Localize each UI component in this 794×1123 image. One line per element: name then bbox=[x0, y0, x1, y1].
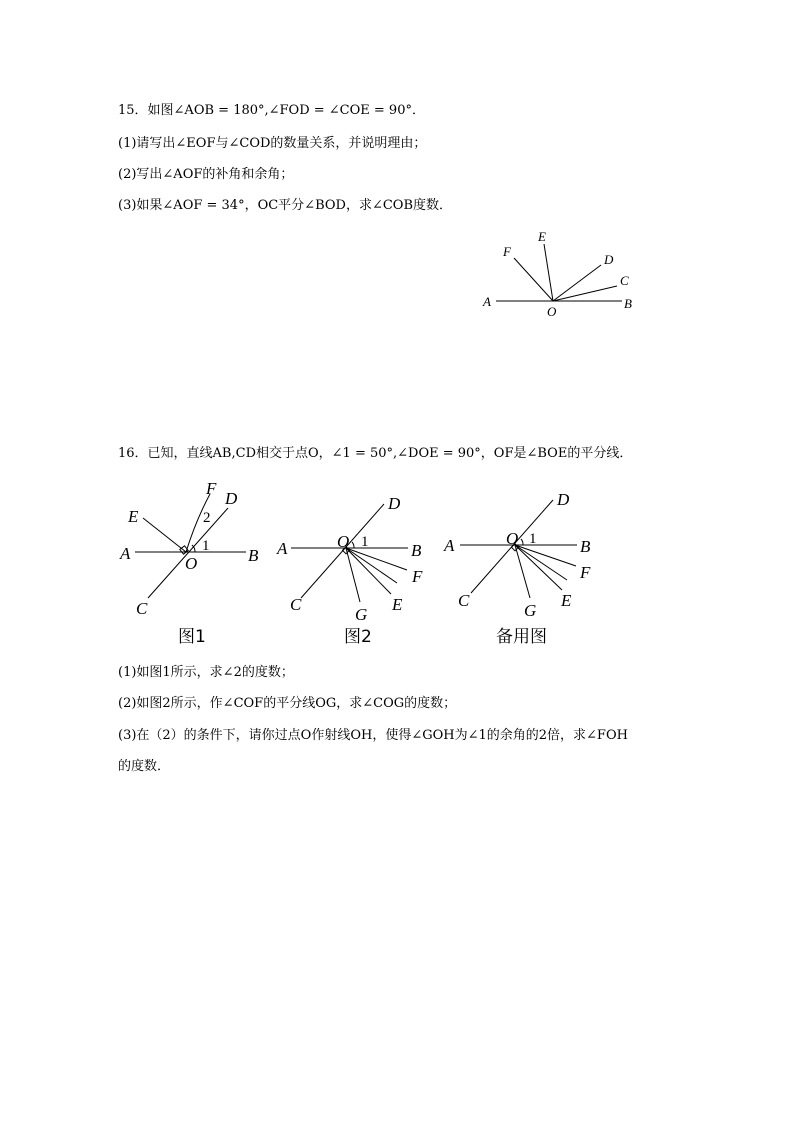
fig2-label-c: C bbox=[290, 595, 302, 614]
q16-part3-cont: 的度数． bbox=[118, 759, 171, 774]
fig3-caption: 备用图 bbox=[496, 627, 547, 647]
q15-part2: (2)写出∠AOF的补角和余角； bbox=[118, 167, 294, 182]
q16-part3: (3)在（2）的条件下，请你过点O作射线OH，使得∠GOH为∠1的余角的2倍，求∠FOH bbox=[118, 728, 628, 743]
fig3-ray-oe bbox=[515, 545, 562, 590]
q16-part1: (1)如图1所示，求∠2的度数； bbox=[118, 665, 294, 680]
fig3-label-o: O bbox=[506, 529, 519, 548]
fig2-ray-oe bbox=[346, 548, 391, 594]
fig3-label-e: E bbox=[561, 591, 572, 610]
fig3-label-a: A bbox=[444, 536, 455, 555]
fig2-label-g: G bbox=[355, 605, 368, 624]
q15-label-e: E bbox=[538, 229, 546, 244]
q16-fig2 bbox=[291, 504, 408, 602]
q16-part2: (2)如图2所示，作∠COF的平分线OG，求∠COG的度数； bbox=[118, 696, 457, 711]
fig2-label-b: B bbox=[411, 541, 422, 560]
q16-fig1 bbox=[135, 494, 246, 598]
fig1-label-c: C bbox=[136, 599, 148, 618]
fig2-caption: 图2 bbox=[344, 627, 372, 647]
fig3-label-b: B bbox=[580, 537, 591, 556]
fig3-ray-extra bbox=[515, 545, 567, 580]
fig2-label-o: O bbox=[337, 532, 350, 551]
fig3-ray-of bbox=[515, 545, 576, 566]
fig2-label-f: F bbox=[412, 567, 423, 586]
q15-label-b: B bbox=[624, 296, 632, 311]
fig2-ray-of bbox=[346, 548, 407, 570]
q15-label-c: C bbox=[620, 273, 629, 288]
fig2-angle1-arc bbox=[352, 542, 354, 548]
fig1-label-a: A bbox=[120, 544, 131, 563]
q15-label-o: O bbox=[547, 304, 557, 319]
fig3-label-c: C bbox=[458, 591, 470, 610]
fig1-label-d: D bbox=[225, 489, 238, 508]
fig2-label-a: A bbox=[277, 539, 288, 558]
q16-fig3 bbox=[460, 500, 577, 598]
fig3-label-g: G bbox=[524, 601, 537, 620]
q15-label-f: F bbox=[503, 244, 511, 259]
fig3-label-d: D bbox=[557, 490, 570, 509]
q15-part3: (3)如果∠AOF = 34°，OC平分∠BOD，求∠COB度数． bbox=[118, 198, 452, 213]
fig3-ray-og bbox=[515, 545, 530, 598]
fig1-line-cd bbox=[148, 508, 228, 598]
fig2-label-1: 1 bbox=[361, 534, 369, 550]
fig1-label-o: O bbox=[185, 554, 198, 573]
q15-label-d: D bbox=[604, 252, 614, 267]
fig1-label-b: B bbox=[248, 546, 259, 565]
q16-stem: 16．已知，直线AB,CD相交于点O，∠1 = 50°,∠DOE = 90°，OF是∠BOE的平分线． bbox=[118, 446, 633, 461]
q15-stem: 15．如图∠AOB = 180°,∠FOD = ∠COE = 90°． bbox=[118, 103, 425, 118]
fig2-label-e: E bbox=[392, 595, 403, 614]
fig3-angle1-arc bbox=[521, 539, 523, 545]
fig1-label-f: F bbox=[206, 479, 217, 498]
fig1-label-e: E bbox=[128, 507, 139, 526]
fig2-label-d: D bbox=[388, 494, 401, 513]
fig1-ray-oe bbox=[143, 518, 186, 552]
fig3-label-f: F bbox=[580, 563, 591, 582]
q15-part1: (1)请写出∠EOF与∠COD的数量关系，并说明理由； bbox=[118, 136, 427, 151]
q15-label-a: A bbox=[483, 294, 491, 309]
fig1-caption: 图1 bbox=[178, 627, 206, 647]
fig3-label-1: 1 bbox=[529, 531, 537, 547]
fig1-label-1: 1 bbox=[202, 538, 210, 554]
fig1-label-2: 2 bbox=[203, 510, 211, 526]
